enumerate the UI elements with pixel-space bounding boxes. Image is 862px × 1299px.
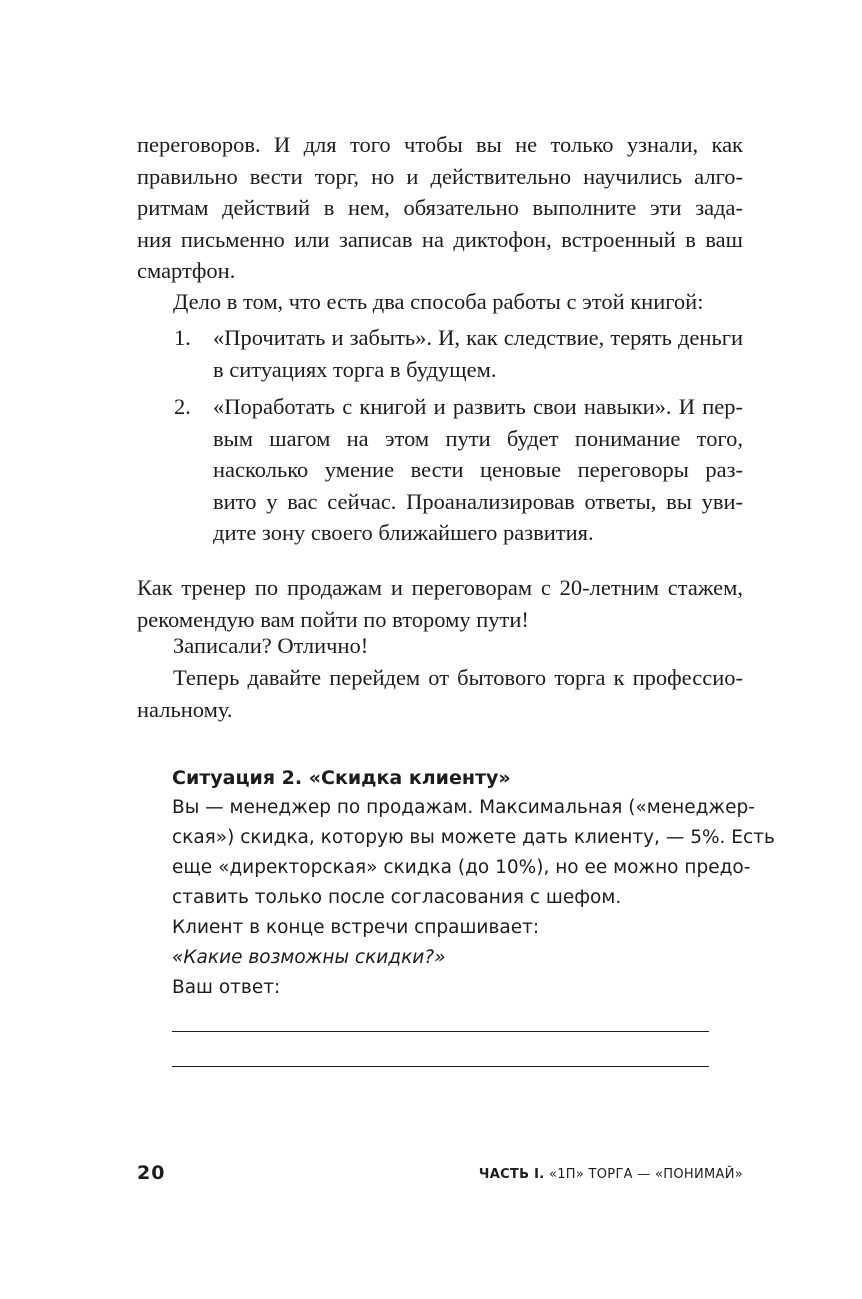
exercise-line: ская») скидка, которую вы можете дать клиенту, — 5%. Есть (172, 827, 775, 848)
text-line: Теперь давайте перейдем от бытового торга к профессио- (173, 665, 743, 690)
text-line: нальному. (137, 696, 233, 722)
exercise-line: Клиент в конце встречи спрашивает: (172, 917, 540, 938)
text-line: дите зону своего ближайшего развития. (213, 520, 594, 545)
exercise-line: ставить только после согласования с шефом. (172, 887, 622, 908)
text-line: в ситуациях торга в будущем. (213, 356, 497, 382)
page-number: 20 (137, 1162, 166, 1184)
answer-line-2[interactable] (172, 1066, 709, 1067)
text-line: насколько умение вести ценовые переговоры раз- (213, 457, 743, 482)
paragraph-3 (137, 572, 743, 635)
running-title: «1П» ТОРГА — «ПОНИМАЙ» (548, 1167, 743, 1182)
paragraph-2 (137, 286, 743, 318)
list-number: 2. (174, 394, 191, 419)
exercise-line: еще «директорская» скидка (до 10%), но ее можно предо- (172, 857, 751, 878)
text-line: вито у вас сейчас. Проанализировав ответы, вы уви- (213, 488, 743, 514)
exercise-question: «Какие возможны скидки?» (172, 947, 446, 968)
running-header (479, 1167, 743, 1182)
text-line: ния письменно или записав на диктофон, встроенный в ваш (137, 226, 743, 252)
text-line: смартфон. (137, 258, 236, 283)
paragraph-1 (137, 129, 743, 287)
exercise-title: Ситуация 2. «Скидка клиенту» (172, 767, 511, 789)
answer-line-1[interactable] (172, 1031, 709, 1032)
answer-label: Ваш ответ: (172, 977, 281, 998)
text-line: вым шагом на этом пути будет понимание того, (213, 425, 743, 451)
exercise-block (172, 763, 775, 1003)
part-label: ЧАСТЬ I. (478, 1167, 545, 1182)
text-line: Как тренер по продажам и переговорам с 20-летним стажем, (137, 575, 743, 600)
text-line: Записали? Отлично! (173, 633, 369, 658)
exercise-line: Вы — менеджер по продажам. Максимальная («менеджер- (172, 797, 755, 818)
text-line: Дело в том, что есть два способа работы с этой книгой: (173, 289, 704, 314)
paragraph-4 (137, 630, 743, 662)
text-line: переговоров. И для того чтобы вы не только узнали, как (137, 132, 743, 157)
paragraph-5 (137, 662, 743, 725)
text-line: рекомендую вам пойти по второму пути! (137, 606, 529, 632)
list-number: 1. (174, 325, 191, 350)
text-line: «Поработать с книгой и развить свои навыки». И пер- (213, 394, 743, 419)
text-line: правильно вести торг, но и действительно научились алго- (137, 163, 743, 189)
text-line: «Прочитать и забыть». И, как следствие, терять деньги (213, 325, 743, 350)
text-line: ритмам действий в нем, обязательно выполните эти зада- (137, 195, 743, 220)
